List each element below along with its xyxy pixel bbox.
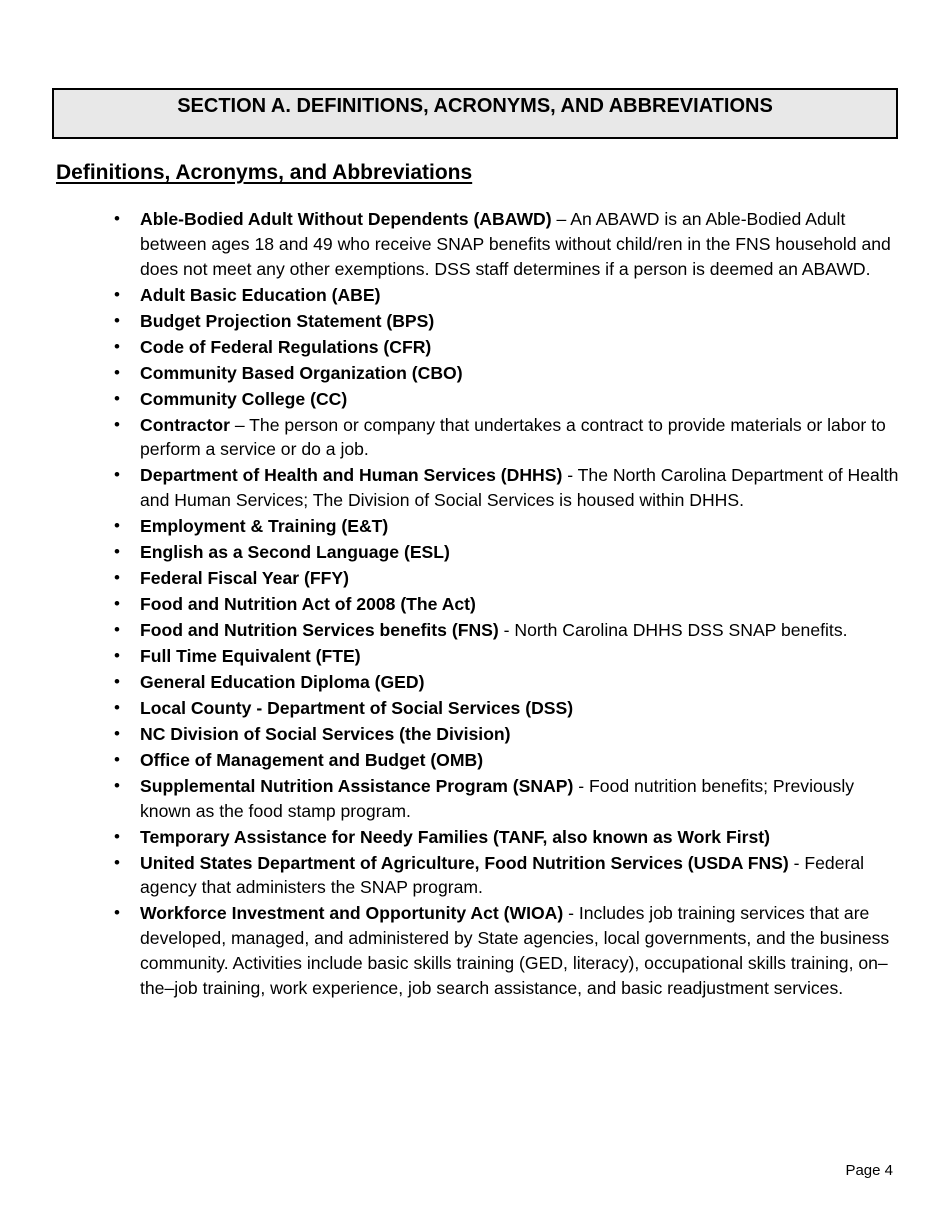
definition-item [114, 748, 900, 773]
definition-item [114, 592, 900, 617]
definition-term: Budget Projection Statement (BPS) [140, 310, 435, 331]
definitions-subheading: Definitions, Acronyms, and Abbreviations [56, 161, 473, 184]
definition-term: Supplemental Nutrition Assistance Program (SNAP) [140, 775, 574, 796]
definition-item [114, 722, 900, 747]
definition-item [114, 463, 900, 513]
definition-term: Contractor [140, 414, 230, 435]
definition-item [114, 696, 900, 721]
definition-item [114, 207, 900, 281]
definition-item [114, 335, 900, 360]
section-title: SECTION A. DEFINITIONS, ACRONYMS, AND ABBREVIATIONS [177, 95, 773, 117]
page-number: Page 4 [845, 1162, 893, 1179]
definition-term: Federal Fiscal Year (FFY) [140, 568, 349, 589]
definition-item [114, 540, 900, 565]
definition-text: – The person or company that undertakes a contract to provide materials or labor to perform a service or do a job. [140, 414, 886, 460]
definition-term: Full Time Equivalent (FTE) [140, 645, 361, 666]
definition-item [114, 670, 900, 695]
definition-item [114, 825, 900, 850]
bullet-icon: • [114, 568, 120, 588]
bullet-icon: • [114, 645, 120, 665]
definition-text: - The North Carolina Department of Health and Human Services; The Division of Social Services is housed within DHHS. [140, 465, 899, 511]
definition-term: Community Based Organization (CBO) [140, 362, 463, 383]
definition-text: - Food nutrition benefits; Previously known as the food stamp program. [140, 775, 855, 821]
definition-item [114, 387, 900, 412]
definition-term: Community College (CC) [140, 388, 348, 409]
bullet-icon: • [114, 310, 120, 330]
definition-term: Workforce Investment and Opportunity Act (WIOA) [140, 903, 564, 924]
definition-term: Able-Bodied Adult Without Dependents (ABAWD) [140, 209, 552, 229]
definition-item [114, 901, 900, 1000]
definition-item [114, 774, 900, 824]
bullet-icon: • [114, 465, 120, 485]
definition-term: Adult Basic Education (ABE) [140, 284, 381, 305]
definition-item [114, 283, 900, 308]
definition-term: Local County - Department of Social Services (DSS) [140, 697, 574, 718]
definition-item [114, 361, 900, 386]
definition-term: Code of Federal Regulations (CFR) [140, 336, 432, 357]
bullet-icon: • [114, 697, 120, 717]
definition-term: United States Department of Agriculture, Food Nutrition Services (USDA FNS) [140, 852, 789, 873]
definition-item [114, 644, 900, 669]
definition-term: NC Division of Social Services (the Division) [140, 723, 511, 744]
definition-term: Food and Nutrition Act of 2008 (The Act) [140, 594, 476, 615]
definition-term: General Education Diploma (GED) [140, 671, 425, 692]
definition-item [114, 514, 900, 539]
bullet-icon: • [114, 542, 120, 562]
bullet-icon: • [114, 826, 120, 846]
section-banner [52, 88, 898, 139]
bullet-icon: • [114, 594, 120, 614]
definition-item [114, 413, 900, 463]
definition-term: Department of Health and Human Services (DHHS) [140, 465, 563, 486]
definition-item [114, 309, 900, 334]
definition-term: Food and Nutrition Services benefits (FNS) [140, 620, 499, 640]
bullet-icon: • [114, 284, 120, 304]
bullet-icon: • [114, 336, 120, 356]
bullet-icon: • [114, 775, 120, 795]
definition-item [114, 618, 900, 643]
definition-term: Temporary Assistance for Needy Families (TANF, also known as Work First) [140, 826, 770, 847]
definition-term: Office of Management and Budget (OMB) [140, 749, 484, 770]
definition-text: - North Carolina DHHS DSS SNAP benefits. [498, 620, 848, 640]
bullet-icon: • [114, 209, 120, 228]
definition-text: – An ABAWD is an Able-Bodied Adult between ages 18 and 49 who receive SNAP benefits without child/ren in the FNS household and does not meet any other exemptions. DSS staff determines if a person is deemed an ABAWD. [140, 209, 891, 279]
bullet-icon: • [114, 852, 120, 872]
bullet-icon: • [114, 414, 120, 434]
bullet-icon: • [114, 749, 120, 769]
definition-term: Employment & Training (E&T) [140, 516, 389, 537]
bullet-icon: • [114, 671, 120, 691]
definition-text: - Federal agency that administers the SNAP program. [140, 852, 865, 898]
definition-text: - Includes job training services that are developed, managed, and administered by State agencies, local governments, and the business community. Activities include basic skills training (GED, literacy), occupational skills training, on–the–job training, work experience, job search assistance, and basic readjustment services. [140, 903, 890, 998]
bullet-icon: • [114, 723, 120, 743]
bullet-icon: • [114, 620, 120, 639]
definitions-list [114, 207, 900, 1002]
definition-item [114, 566, 900, 591]
definition-item [114, 851, 900, 901]
bullet-icon: • [114, 362, 120, 382]
bullet-icon: • [114, 388, 120, 408]
definition-term: English as a Second Language (ESL) [140, 542, 450, 563]
bullet-icon: • [114, 903, 120, 923]
bullet-icon: • [114, 516, 120, 536]
